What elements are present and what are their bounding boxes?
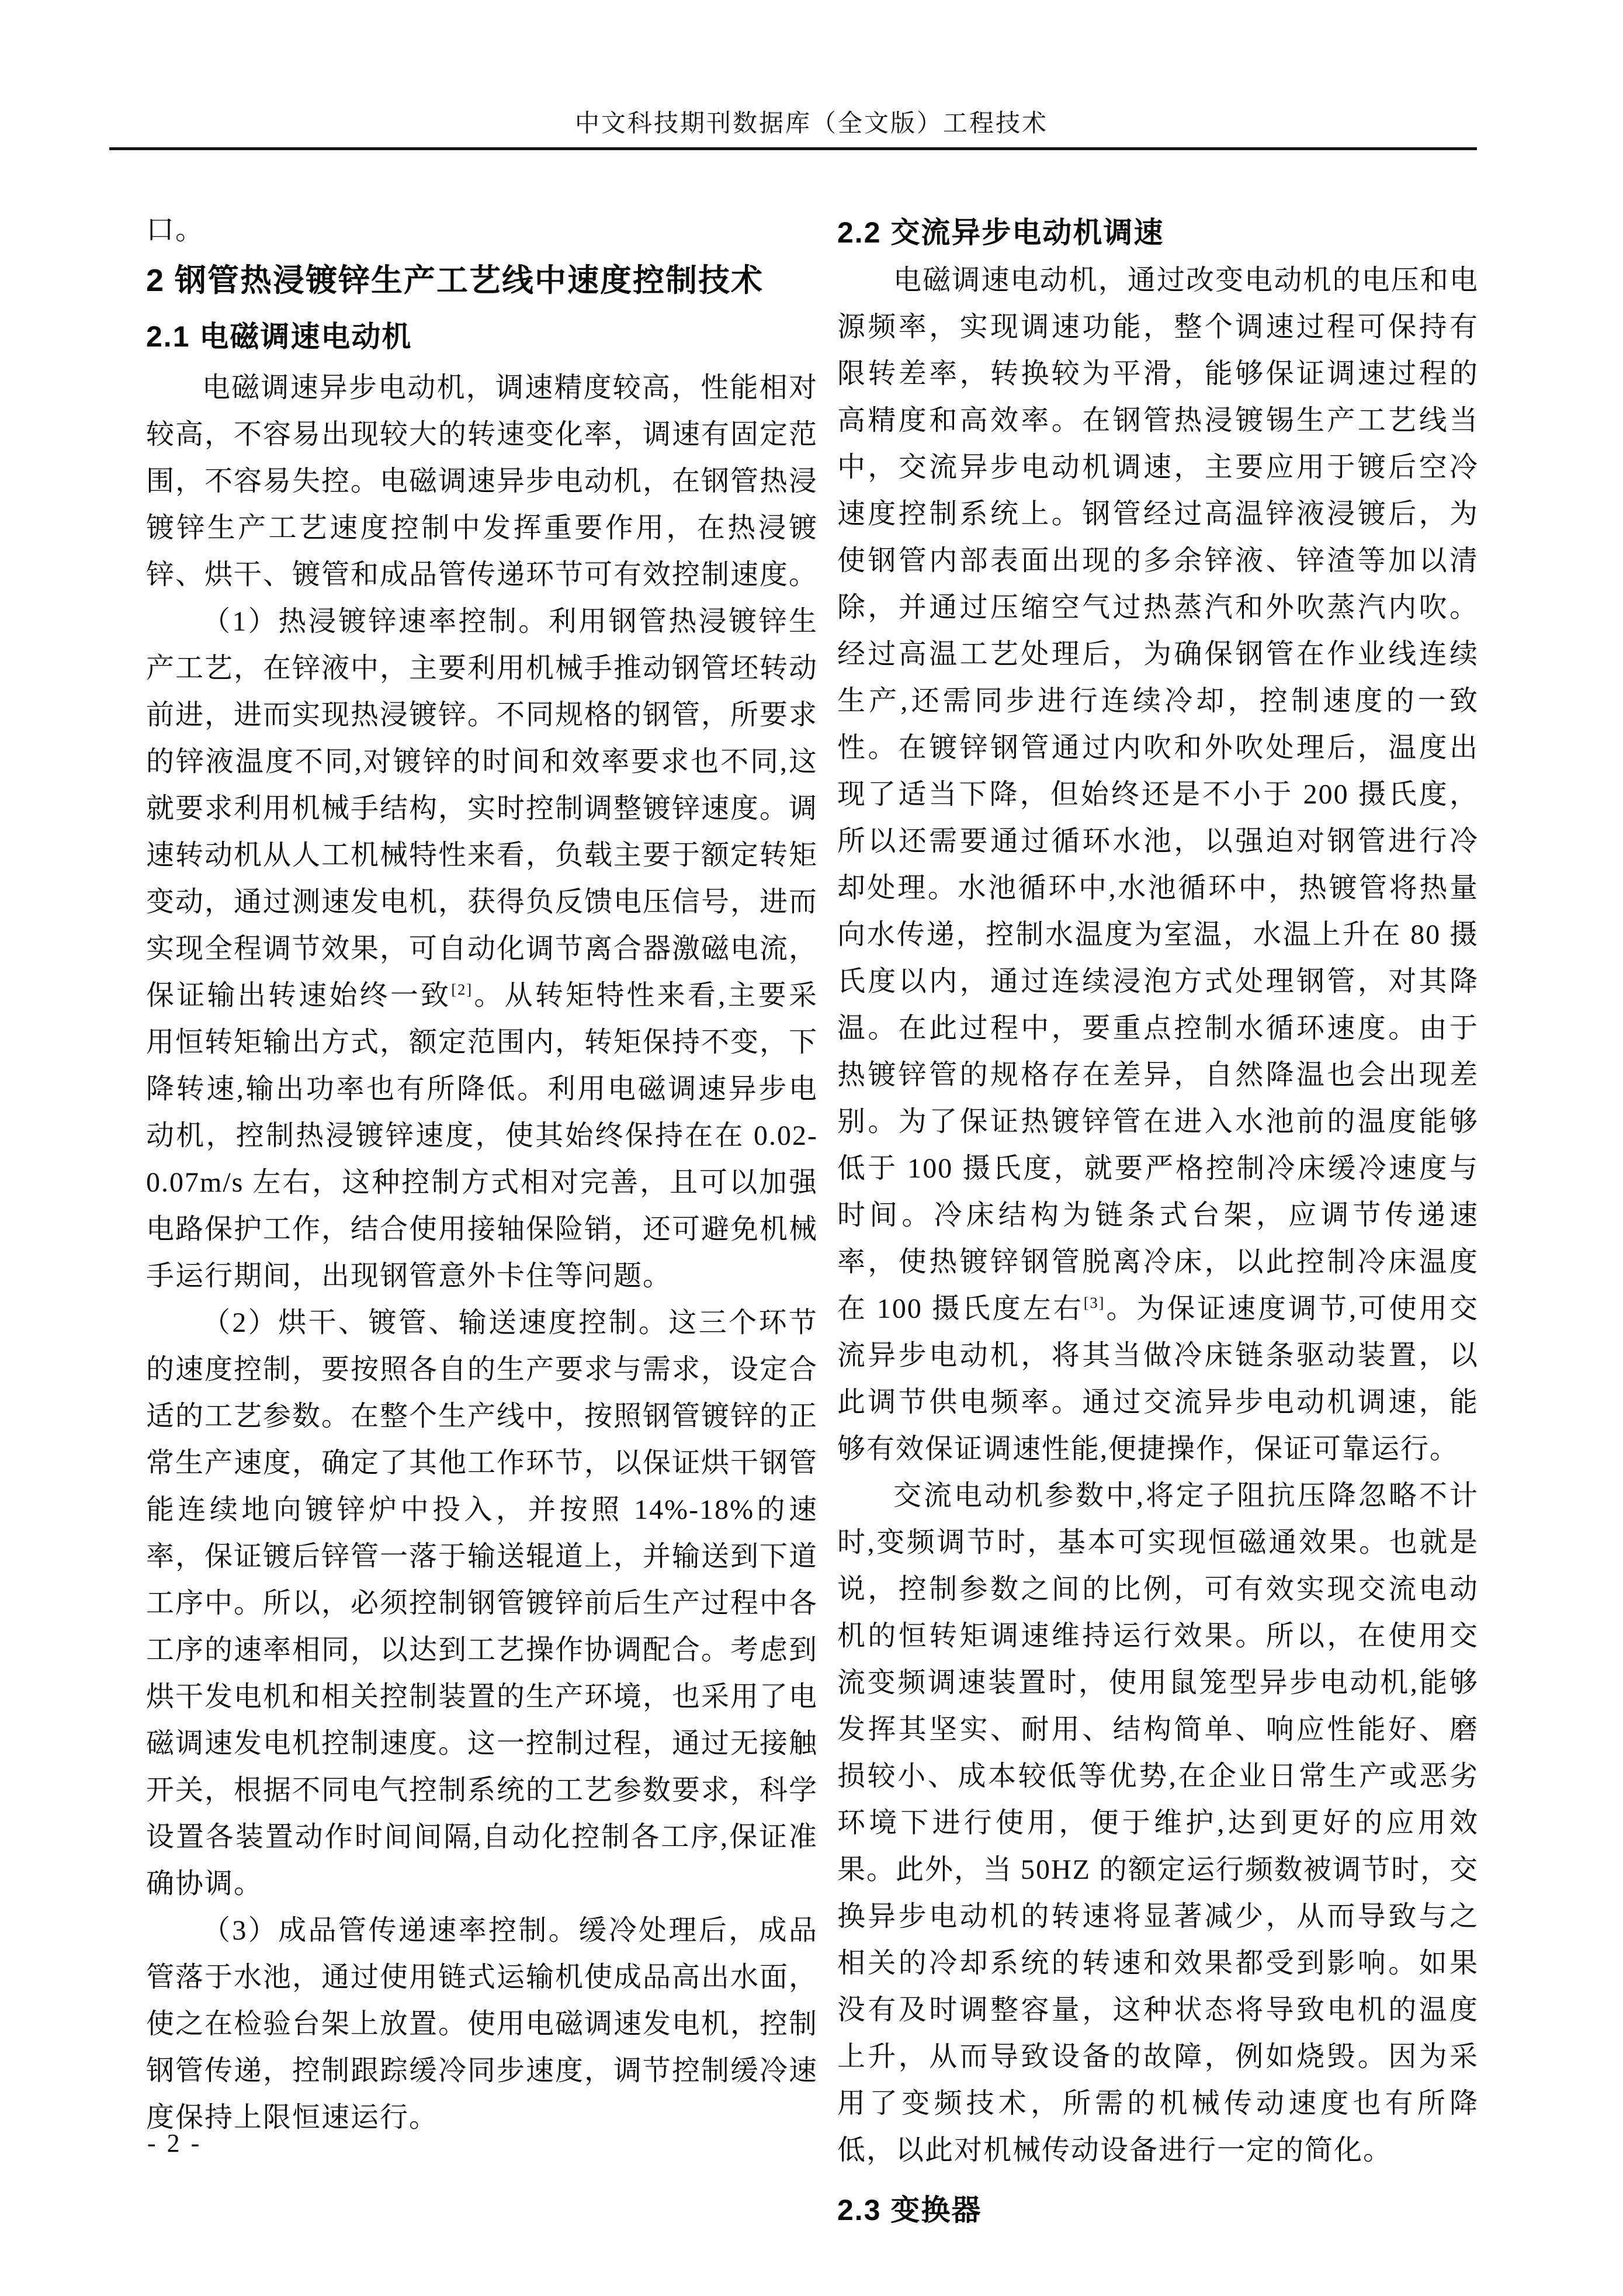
- paragraph-finished-pipe-transfer: （3）成品管传递速率控制。缓冷处理后，成品管落于水池，通过使用链式运输机使成品高出水面，使之在检验台架上放置。使用电磁调速发电机，控制钢管传递，控制跟踪缓冷同步速度，调节控制缓冷速度保持上限恒速运行。: [146, 1915, 819, 2133]
- right-column: [837, 208, 1479, 2238]
- page-number: - 2 -: [147, 2129, 202, 2158]
- citation-ref-3: [3]: [1083, 1294, 1105, 1311]
- paragraph-text: （1）热浸镀锌速率控制。利用钢管热浸镀锌生产工艺，在锌液中，主要利用机械手推动钢管坯转动前进，进而实现热浸镀锌。不同规格的钢管，所要求的锌液温度不同,对镀锌的时间和效率要求也不同,这就要求利用机械手结构，实时控制调整镀锌速度。调速转动机从人工机械特性来看，负载主要于额定转矩变动，通过测速发电机，获得负反馈电压信号，进而实现全程调节效果，可自动化调节离合器激磁电流，保证输出转速始终一致: [146, 606, 819, 1011]
- paragraph-electromagnetic-motor: 电磁调速异步电动机，调速精度较高，性能相对较高，不容易出现较大的转速变化率，调速有固定范围，不容易失控。电磁调速异步电动机，在钢管热浸镀锌生产工艺速度控制中发挥重要作用，在热浸镀锌、烘干、镀管和成品管传递环节可有效控制速度。: [146, 372, 819, 590]
- header-rule: [109, 147, 1477, 150]
- paragraph-ac-motor-parameters: 交流电动机参数中,将定子阻抗压降忽略不计时,变频调节时，基本可实现恒磁通效果。也就是说，控制参数之间的比例，可有效实现交流电动机的恒转矩调速维持运行效果。所以，在使用交流变频调速装置时，使用鼠笼型异步电动机,能够发挥其坚实、耐用、结构简单、响应性能好、磨损较小、成本较低等优势,在企业日常生产或恶劣环境下进行使用，便于维护,达到更好的应用效果。此外，当 50HZ 的额定运行频数被调节时，交换异步电动机的转速将显著减少，从而导致与之相关的冷却系统的转速和效果都受到影响。如果没有及时调整容量，这种状态将导致电机的温度上升，从而导致设备的故障，例如烧毁。因为采用了变频技术，所需的机械传动速度也有所降低，以此对机械传动设备进行一定的简化。: [837, 1480, 1479, 2166]
- left-column: [146, 208, 818, 2141]
- section-2-3-heading: 2.3 变换器: [837, 2194, 982, 2226]
- paragraph-drying-conveying-control: （2）烘干、镀管、输送速度控制。这三个环节的速度控制，要按照各自的生产要求与需求，设定合适的工艺参数。在整个生产线中，按照钢管镀锌的正常生产速度，确定了其他工作环节，以保证烘干钢管能连续地向镀锌炉中投入，并按照 14%-18%的速率，保证镀后锌管一落于输送辊道上，并输送到下道工序中。所以，必须控制钢管镀锌前后生产过程中各工序的速率相同，以达到工艺操作协调配合。考虑到烘干发电机和相关控制装置的生产环境，也采用了电磁调速发电机控制速度。这一控制过程，通过无接触开关，根据不同电气控制系统的工艺参数要求，科学设置各装置动作时间间隔,自动化控制各工序,保证准确协调。: [146, 1307, 819, 1899]
- page-header: [0, 109, 1623, 139]
- page-footer: [147, 2127, 202, 2160]
- section-2-1-heading: 2.1 电磁调速电动机: [146, 320, 412, 353]
- paragraph-ac-motor-speed-control: [837, 257, 1479, 1473]
- paragraph-text: 电磁调速电动机，通过改变电动机的电压和电源频率，实现调速功能，整个调速过程可保持有限转差率，转换较为平滑，能够保证调速过程的高精度和高效率。在钢管热浸镀锡生产工艺线当中，交流异步电动机调速，主要应用于镀后空冷速度控制系统上。钢管经过高温锌液浸镀后，为使钢管内部表面出现的多余锌液、锌渣等加以清除，并通过压缩空气过热蒸汽和外吹蒸汽内吹。经过高温工艺处理后，为确保钢管在作业线连续生产,还需同步进行连续冷却，控制速度的一致性。在镀锌钢管通过内吹和外吹处理后，温度出现了适当下降，但始终还是不小于 200 摄氏度，所以还需要通过循环水池，以强迫对钢管进行冷却处理。水池循环中,水池循环中，热镀管将热量向水传递，控制水温度为室温，水温上升在 80 摄氏度以内，通过连续浸泡方式处理钢管，对其降温。在此过程中，要重点控制水循环速度。由于热镀锌管的规格存在差异，自然降温也会出现差别。为了保证热镀锌管在进入水池前的温度能够低于 100 摄氏度，就要严格控制冷床缓冷速度与时间。冷床结构为链条式台架，应调节传递速率，使热镀锌钢管脱离冷床，以此控制冷床温度在 100 摄氏度左右: [837, 265, 1479, 1324]
- paragraph-text: 。为保证速度调节,可使用交流异步电动机，将其当做冷床链条驱动装置，以此调节供电频率。通过交流异步电动机调速，能够有效保证调速性能,便捷操作，保证可靠运行。: [837, 1293, 1479, 1464]
- paragraph-hot-dip-rate-control: [146, 598, 818, 1300]
- section-2-heading: 2 钢管热浸镀锌生产工艺线中速度控制技术: [146, 263, 764, 298]
- journal-header-text: 中文科技期刊数据库（全文版）工程技术: [574, 110, 1048, 137]
- carryover-fragment: 口。: [146, 214, 205, 245]
- citation-ref-2: [2]: [451, 981, 473, 998]
- paragraph-text: 。从转矩特性来看,主要采用恒转矩输出方式，额定范围内，转矩保持不变，下降转速,输出功率也有所降低。利用电磁调速异步电动机，控制热浸镀锌速度，使其始终保持在在 0.02-0.07m/s 左右，这种控制方式相对完善，且可以加强电路保护工作，结合使用接轴保险销，还可避免机械手运行期间，出现钢管意外卡住等问题。: [146, 980, 819, 1291]
- section-2-2-heading: 2.2 交流异步电动机调速: [837, 216, 1164, 249]
